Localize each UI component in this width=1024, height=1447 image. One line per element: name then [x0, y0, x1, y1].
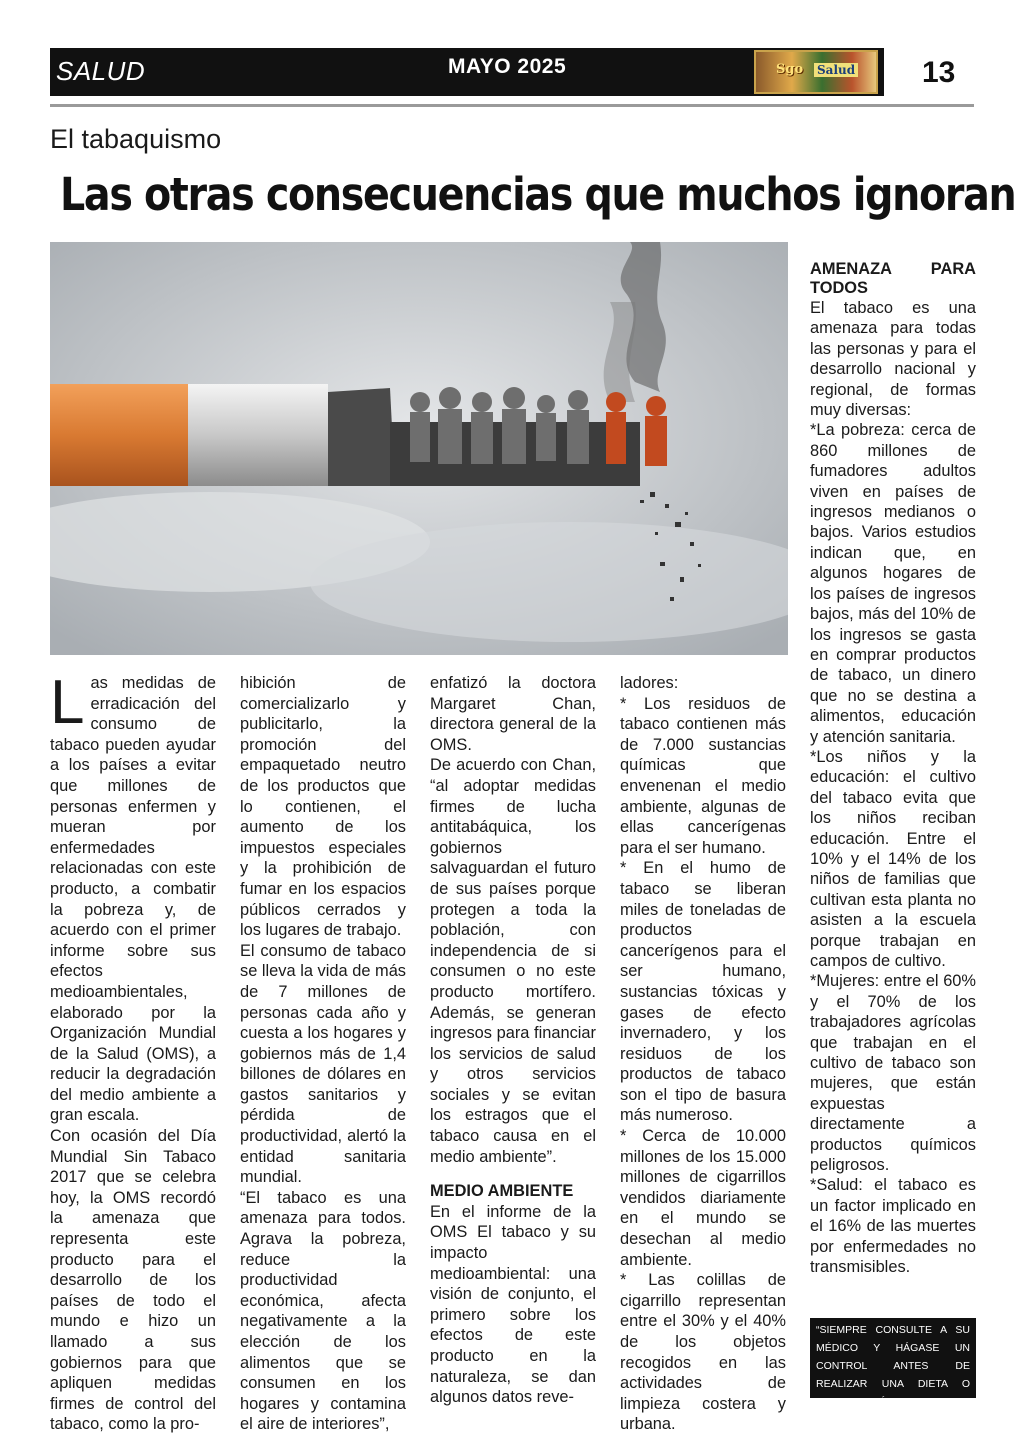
paragraph: as medidas de erradicación del consumo de tabaco pueden ayudar a los países a evitar que millones de personas enfermen y mueran por enfermedades relacionadas con este producto, a combatir la pobreza y, de acuerdo con el primer informe sobre sus efectos medioambientales, elaborado por la Organización Mundial de la Salud (OMS), a reducir la degradación del medio ambiente a gran escala.	[50, 674, 216, 1125]
article-column-4	[620, 673, 786, 1435]
paragraph: El tabaco es una amenaza para todas las personas y para el desarrollo nacional y regional, de formas muy diversas:	[810, 299, 976, 420]
paragraph: En el informe de la OMS El tabaco y su impacto medioambiental: una visión de conjunto, el primero sobre los efectos de este producto en la naturaleza, se dan algunos datos reve-	[430, 1202, 596, 1407]
paragraph: hibición de comercializarlo y publicitarlo, la promoción del empaquetado neutro de los productos que lo contienen, el aumento de los impuestos especiales y la prohibición de fumar en los espacios públicos cerrados y los lugares de trabajo.	[240, 674, 406, 940]
paragraph: *Los niños y la educación: el cultivo del tabaco evita que los niños reciban educación. Entre el 10% y el 14% de los niños de familias que cultivan esta planta no asisten a la escuela porque trabajan en campos de cultivo.	[810, 747, 976, 970]
paragraph: “El tabaco es una amenaza para todos. Agrava la pobreza, reduce la productividad económica, afecta negativamente a la elección de los alimentos que se consumen en los hogares y contamina el aire de interiores”,	[240, 1188, 406, 1434]
sidebar	[810, 260, 976, 1278]
drop-cap: L	[50, 668, 85, 737]
paragraph: ladores:	[620, 674, 679, 692]
paragraph: *La pobreza: cerca de 860 millones de fumadores adultos viven en países de ingresos medianos o bajos. Varios estudios indican que, en algunos hogares de los países de ingresos bajos, más del 10% de los ingresos se gasta en comprar productos de tabaco, un dinero que no se destina a alimentos, educación y atención sanitaria.	[810, 421, 976, 746]
article-kicker: El tabaquismo	[50, 124, 222, 154]
section-subhead: MEDIO AMBIENTE	[430, 1182, 574, 1201]
paragraph: * Los residuos de tabaco contienen más de 7.000 sustancias químicas que envenenan el medio ambiente, algunas de ellas cancerígenas para el ser humano.	[620, 694, 786, 857]
advice-note-box: “SIEMPRE CONSULTE A SU MÉDICO Y HÁGASE UN CONTROL ANTES DE REALIZAR UNA DIETA O ACTIVIDAD FÍSICA”	[810, 1318, 976, 1398]
paragraph: El consumo de tabaco se lleva la vida de más de 7 millones de personas cada año y cuesta a los hogares y gobiernos más de 1,4 billones de dólares en gastos sanitarios y pérdida de productividad, alertó la entidad sanitaria mundial.	[240, 941, 406, 1187]
article-photo	[50, 242, 788, 655]
article-column-2	[240, 673, 406, 1435]
cigarette-illustration	[50, 242, 788, 655]
sidebar-subhead-cont: TODOS	[810, 279, 868, 297]
paragraph: Con ocasión del Día Mundial Sin Tabaco 2017 que se celebra hoy, la OMS recordó la amenaza que representa este producto para el desarrollo de los países de todo el mundo e hizo un llamado a sus gobiernos para que apliquen medidas firmes de control del tabaco, como la pro-	[50, 1127, 216, 1434]
paragraph: * Las colillas de cigarrillo representan entre el 30% y el 40% de los objetos recogidos en las actividades de limpieza costera y urbana.	[620, 1271, 786, 1434]
section-name: SALUD	[56, 56, 146, 86]
paragraph: * Cerca de 10.000 millones de los 15.000 millones de cigarrillos vendidos diariamente en el mundo se desechan al medio ambiente.	[620, 1127, 786, 1269]
article-headline: Las otras consecuencias que muchos ignoran	[60, 168, 1016, 221]
paragraph: * En el humo de tabaco se liberan miles de toneladas de productos cancerígenos para el ser humano, sustancias tóxicas y gases de efecto invernadero, y los residuos de los productos de tabaco son el tipo de basura más numeroso.	[620, 859, 786, 1125]
logo-text-2: Salud	[814, 63, 858, 77]
article-column-1	[50, 668, 216, 1435]
logo-text-1: Sgo	[776, 62, 804, 77]
publication-logo	[754, 50, 878, 94]
paragraph: De acuerdo con Chan, “al adoptar medidas firmes de lucha antitabáquica, los gobiernos salvaguardan el futuro de sus países porque protegen a toda la población, con independencia de si consumen o no este producto mortífero. Además, se generan ingresos para financiar los servicios de salud y otros servicios sociales y se evitan los estragos que el tabaco causa en el medio ambiente”.	[430, 756, 596, 1166]
article-column-3	[430, 673, 596, 1408]
page-number: 13	[922, 56, 956, 89]
paragraph: *Salud: el tabaco es un factor implicado en el 16% de las muertes por enfermedades no transmisibles.	[810, 1176, 976, 1277]
issue-date: MAYO 2025	[448, 55, 567, 78]
paragraph: *Mujeres: entre el 60% y el 70% de los trabajadores agrícolas que trabajan en el cultivo de tabaco son mujeres, que están expuestas directamente a productos químicos peligrosos.	[810, 972, 976, 1175]
header-divider	[50, 104, 974, 107]
sidebar-subhead: AMENAZA PARA	[810, 260, 976, 278]
paragraph: enfatizó la doctora Margaret Chan, directora general de la OMS.	[430, 674, 596, 754]
